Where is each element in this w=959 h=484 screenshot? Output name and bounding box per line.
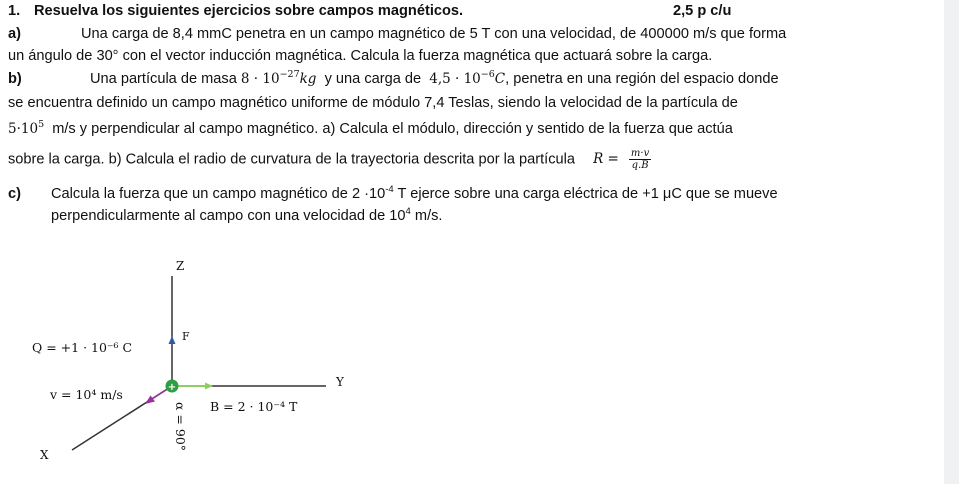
field-label: B = 2 · 10⁻⁴ T [210, 399, 298, 414]
force-arrow-head [169, 336, 176, 344]
angle-label: α = 90° [173, 402, 188, 452]
part-b-text-post: , penetra en una región del espacio donde [505, 71, 779, 87]
velocity-exponent: 4 [405, 206, 411, 217]
charge-unit: C [494, 71, 506, 87]
part-b-line-2: se encuentra definido un campo magnético uniforme de módulo 7,4 Teslas, siendo la velocidad de la partícula de [8, 95, 738, 111]
exercise-title: Resuelva los siguientes ejercicios sobre campos magnéticos. [34, 3, 464, 19]
axis-y-label: Y [336, 375, 344, 389]
part-b-line-3 [8, 120, 733, 138]
speed-value: $5\cdot 10^5$ [8, 119, 45, 137]
formula-denominator: q.B [631, 160, 649, 171]
part-b-line-3-text: m/s y perpendicular al campo magnético. a) Calcula el módulo, dirección y sentido de la fuerza que actúa [52, 121, 733, 137]
part-b-text-mid: y una carga de [324, 71, 422, 87]
part-a-line-1: Una carga de 8,4 mmC penetra en un campo magnético de 5 T con una velocidad, de 400000 m/s que forma [81, 26, 787, 42]
velocity-arrow-head [145, 396, 155, 405]
charge-value: $4,5 \cdot 10^{-6}$ [429, 69, 495, 87]
part-c-text: Calcula la fuerza que un campo magnético de 2 ·10 [51, 186, 386, 202]
magnetic-force-diagram [0, 254, 360, 484]
part-b-line-1 [90, 70, 779, 88]
axis-z-label: Z [176, 259, 185, 273]
field-exponent: -4 [385, 184, 394, 195]
part-b-line-4-text: sobre la carga. b) Calcula el radio de curvatura de la trayectoria descrita por la partícula [8, 151, 576, 168]
part-c-line-2 [51, 207, 442, 225]
part-b-label: b) [8, 71, 22, 87]
formula-numerator: m·v [630, 148, 650, 159]
part-c-line-1 [51, 185, 778, 203]
exercise-number: 1. [8, 3, 21, 19]
part-a-line-2: un ángulo de 30° con el vector inducción magnética. Calcula la fuerza magnética que actuará sobre la carga. [8, 48, 713, 64]
points-label: 2,5 p c/u [673, 3, 732, 19]
charge-label: Q = +1 · 10⁻⁶ C [32, 340, 133, 355]
charge-sign: + [167, 382, 177, 393]
radius-formula-fraction [629, 148, 651, 171]
part-c-line-2-unit: m/s. [414, 208, 443, 224]
field-arrow-head [205, 383, 213, 390]
part-c-label: c) [8, 186, 21, 202]
part-c-line-2-text: perpendicularmente al campo con una velocidad de 10 [51, 208, 406, 224]
force-label: F [182, 330, 190, 343]
part-b-text: Una partícula de masa [90, 71, 237, 87]
velocity-label: v = 10⁴ m/s [50, 387, 123, 402]
radius-formula-lhs: R = [593, 151, 619, 168]
mass-unit: kg [299, 71, 317, 87]
part-a-label: a) [8, 26, 21, 42]
right-gutter [944, 0, 959, 484]
part-c-text-post: T ejerce sobre una carga eléctrica de +1 μC que se mueve [397, 186, 778, 202]
mass-value: $8 \cdot 10^{-27}$ [240, 69, 300, 87]
part-b-line-4 [8, 148, 651, 171]
axis-x-label: X [40, 448, 49, 462]
